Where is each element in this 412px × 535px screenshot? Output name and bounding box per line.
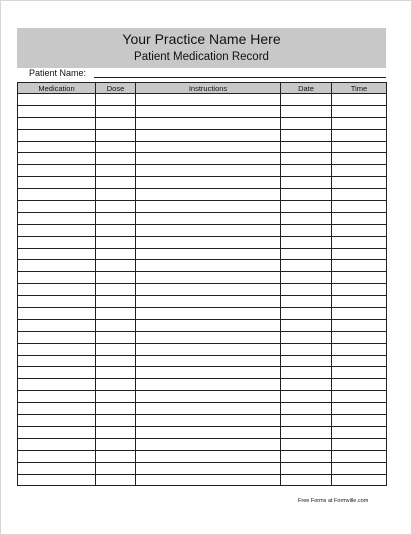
time-cell[interactable] (332, 415, 387, 427)
patient-name-label: Patient Name: (29, 68, 87, 78)
instructions-cell[interactable] (136, 403, 281, 415)
time-cell[interactable] (332, 367, 387, 379)
time-cell[interactable] (332, 296, 387, 308)
instructions-cell[interactable] (136, 462, 281, 474)
dose-cell[interactable] (96, 331, 136, 343)
form-subtitle: Patient Medication Record (134, 51, 269, 63)
date-cell[interactable] (281, 438, 332, 450)
date-cell[interactable] (281, 379, 332, 391)
table-row (18, 284, 387, 296)
medication-cell[interactable] (18, 308, 96, 320)
medication-cell[interactable] (18, 319, 96, 331)
date-cell[interactable] (281, 224, 332, 236)
medication-cell[interactable] (18, 224, 96, 236)
instructions-cell[interactable] (136, 236, 281, 248)
dose-cell[interactable] (96, 248, 136, 260)
table-row (18, 474, 387, 486)
dose-cell[interactable] (96, 308, 136, 320)
date-cell[interactable] (281, 141, 332, 153)
time-cell[interactable] (332, 141, 387, 153)
table-row (18, 236, 387, 248)
dose-cell[interactable] (96, 153, 136, 165)
medication-cell[interactable] (18, 474, 96, 486)
dose-cell[interactable] (96, 438, 136, 450)
dose-cell[interactable] (96, 189, 136, 201)
instructions-cell[interactable] (136, 450, 281, 462)
table-row (18, 248, 387, 260)
medication-cell[interactable] (18, 462, 96, 474)
date-cell[interactable] (281, 153, 332, 165)
medication-cell[interactable] (18, 367, 96, 379)
table-row (18, 319, 387, 331)
dose-cell[interactable] (96, 415, 136, 427)
time-cell[interactable] (332, 260, 387, 272)
medication-cell[interactable] (18, 105, 96, 117)
date-cell[interactable] (281, 367, 332, 379)
time-cell[interactable] (332, 426, 387, 438)
medication-cell[interactable] (18, 284, 96, 296)
time-cell[interactable] (332, 391, 387, 403)
dose-cell[interactable] (96, 462, 136, 474)
dose-cell[interactable] (96, 141, 136, 153)
table-row (18, 450, 387, 462)
time-cell[interactable] (332, 117, 387, 129)
medication-cell[interactable] (18, 153, 96, 165)
medication-cell[interactable] (18, 391, 96, 403)
table-row (18, 272, 387, 284)
time-cell[interactable] (332, 403, 387, 415)
medication-cell[interactable] (18, 331, 96, 343)
instructions-cell[interactable] (136, 212, 281, 224)
date-cell[interactable] (281, 236, 332, 248)
instructions-cell[interactable] (136, 189, 281, 201)
instructions-cell[interactable] (136, 296, 281, 308)
dose-cell[interactable] (96, 474, 136, 486)
table-row (18, 165, 387, 177)
table-row (18, 462, 387, 474)
instructions-cell[interactable] (136, 141, 281, 153)
table-row (18, 343, 387, 355)
medication-cell[interactable] (18, 94, 96, 106)
instructions-cell[interactable] (136, 343, 281, 355)
date-cell[interactable] (281, 129, 332, 141)
instructions-cell[interactable] (136, 331, 281, 343)
table-row (18, 415, 387, 427)
medication-cell[interactable] (18, 260, 96, 272)
time-cell[interactable] (332, 189, 387, 201)
medication-cell[interactable] (18, 201, 96, 213)
table-row (18, 331, 387, 343)
time-cell[interactable] (332, 319, 387, 331)
dose-cell[interactable] (96, 165, 136, 177)
medication-cell[interactable] (18, 438, 96, 450)
instructions-cell[interactable] (136, 379, 281, 391)
instructions-cell[interactable] (136, 474, 281, 486)
instructions-cell[interactable] (136, 201, 281, 213)
instructions-cell[interactable] (136, 438, 281, 450)
dose-cell[interactable] (96, 296, 136, 308)
date-cell[interactable] (281, 331, 332, 343)
date-cell[interactable] (281, 391, 332, 403)
dose-cell[interactable] (96, 319, 136, 331)
time-cell[interactable] (332, 236, 387, 248)
date-cell[interactable] (281, 117, 332, 129)
medication-cell[interactable] (18, 450, 96, 462)
medication-cell[interactable] (18, 296, 96, 308)
dose-cell[interactable] (96, 367, 136, 379)
date-cell[interactable] (281, 343, 332, 355)
table-row (18, 391, 387, 403)
practice-name-title: Your Practice Name Here (122, 31, 281, 47)
dose-cell[interactable] (96, 272, 136, 284)
date-cell[interactable] (281, 474, 332, 486)
dose-cell[interactable] (96, 201, 136, 213)
time-cell[interactable] (332, 450, 387, 462)
patient-name-field[interactable] (94, 77, 386, 78)
table-row (18, 129, 387, 141)
instructions-cell[interactable] (136, 391, 281, 403)
time-cell[interactable] (332, 272, 387, 284)
time-cell[interactable] (332, 224, 387, 236)
table-body (18, 94, 387, 486)
date-cell[interactable] (281, 415, 332, 427)
table-row (18, 296, 387, 308)
date-cell[interactable] (281, 212, 332, 224)
dose-cell[interactable] (96, 94, 136, 106)
date-cell[interactable] (281, 201, 332, 213)
time-cell[interactable] (332, 474, 387, 486)
instructions-cell[interactable] (136, 260, 281, 272)
time-cell[interactable] (332, 462, 387, 474)
table-row (18, 438, 387, 450)
instructions-cell[interactable] (136, 308, 281, 320)
medication-cell[interactable] (18, 426, 96, 438)
column-header-dose: Dose (96, 83, 136, 94)
medication-cell[interactable] (18, 343, 96, 355)
table-row (18, 105, 387, 117)
time-cell[interactable] (332, 129, 387, 141)
dose-cell[interactable] (96, 117, 136, 129)
instructions-cell[interactable] (136, 105, 281, 117)
instructions-cell[interactable] (136, 272, 281, 284)
table-row (18, 177, 387, 189)
medication-cell[interactable] (18, 212, 96, 224)
date-cell[interactable] (281, 319, 332, 331)
instructions-cell[interactable] (136, 177, 281, 189)
dose-cell[interactable] (96, 129, 136, 141)
time-cell[interactable] (332, 343, 387, 355)
medication-cell[interactable] (18, 236, 96, 248)
medication-cell[interactable] (18, 189, 96, 201)
dose-cell[interactable] (96, 284, 136, 296)
date-cell[interactable] (281, 248, 332, 260)
medication-cell[interactable] (18, 117, 96, 129)
dose-cell[interactable] (96, 403, 136, 415)
instructions-cell[interactable] (136, 355, 281, 367)
instructions-cell[interactable] (136, 284, 281, 296)
dose-cell[interactable] (96, 426, 136, 438)
time-cell[interactable] (332, 94, 387, 106)
date-cell[interactable] (281, 105, 332, 117)
dose-cell[interactable] (96, 379, 136, 391)
date-cell[interactable] (281, 177, 332, 189)
instructions-cell[interactable] (136, 117, 281, 129)
date-cell[interactable] (281, 189, 332, 201)
time-cell[interactable] (332, 284, 387, 296)
dose-cell[interactable] (96, 105, 136, 117)
table-row (18, 224, 387, 236)
date-cell[interactable] (281, 296, 332, 308)
instructions-cell[interactable] (136, 426, 281, 438)
medication-cell[interactable] (18, 415, 96, 427)
date-cell[interactable] (281, 355, 332, 367)
medication-cell[interactable] (18, 248, 96, 260)
time-cell[interactable] (332, 438, 387, 450)
table-row (18, 426, 387, 438)
time-cell[interactable] (332, 308, 387, 320)
instructions-cell[interactable] (136, 94, 281, 106)
date-cell[interactable] (281, 462, 332, 474)
table-row (18, 260, 387, 272)
date-cell[interactable] (281, 426, 332, 438)
date-cell[interactable] (281, 260, 332, 272)
dose-cell[interactable] (96, 343, 136, 355)
time-cell[interactable] (332, 212, 387, 224)
date-cell[interactable] (281, 284, 332, 296)
table-row (18, 367, 387, 379)
medication-cell[interactable] (18, 379, 96, 391)
date-cell[interactable] (281, 165, 332, 177)
dose-cell[interactable] (96, 224, 136, 236)
time-cell[interactable] (332, 201, 387, 213)
time-cell[interactable] (332, 248, 387, 260)
date-cell[interactable] (281, 403, 332, 415)
date-cell[interactable] (281, 272, 332, 284)
column-header-time: Time (332, 83, 387, 94)
time-cell[interactable] (332, 105, 387, 117)
time-cell[interactable] (332, 331, 387, 343)
instructions-cell[interactable] (136, 153, 281, 165)
time-cell[interactable] (332, 153, 387, 165)
date-cell[interactable] (281, 450, 332, 462)
time-cell[interactable] (332, 177, 387, 189)
time-cell[interactable] (332, 379, 387, 391)
table-row (18, 189, 387, 201)
time-cell[interactable] (332, 355, 387, 367)
table-row (18, 212, 387, 224)
dose-cell[interactable] (96, 450, 136, 462)
medication-cell[interactable] (18, 272, 96, 284)
table-row (18, 355, 387, 367)
table-row (18, 141, 387, 153)
table-row (18, 117, 387, 129)
time-cell[interactable] (332, 165, 387, 177)
instructions-cell[interactable] (136, 129, 281, 141)
medication-cell[interactable] (18, 141, 96, 153)
medication-cell[interactable] (18, 165, 96, 177)
table-header-row (18, 83, 387, 94)
column-header-medication: Medication (18, 83, 96, 94)
instructions-cell[interactable] (136, 248, 281, 260)
dose-cell[interactable] (96, 212, 136, 224)
dose-cell[interactable] (96, 391, 136, 403)
footer-credit: Free Forms at Formville.com (298, 498, 369, 504)
date-cell[interactable] (281, 308, 332, 320)
table-row (18, 403, 387, 415)
form-header (17, 28, 386, 68)
dose-cell[interactable] (96, 236, 136, 248)
column-header-instructions: Instructions (136, 83, 281, 94)
instructions-cell[interactable] (136, 367, 281, 379)
medication-cell[interactable] (18, 403, 96, 415)
table-row (18, 201, 387, 213)
instructions-cell[interactable] (136, 319, 281, 331)
date-cell[interactable] (281, 94, 332, 106)
instructions-cell[interactable] (136, 415, 281, 427)
table-row (18, 94, 387, 106)
dose-cell[interactable] (96, 177, 136, 189)
medication-cell[interactable] (18, 355, 96, 367)
table-row (18, 308, 387, 320)
dose-cell[interactable] (96, 260, 136, 272)
dose-cell[interactable] (96, 355, 136, 367)
medication-table (17, 82, 387, 486)
medication-cell[interactable] (18, 129, 96, 141)
medication-cell[interactable] (18, 177, 96, 189)
table-row (18, 379, 387, 391)
instructions-cell[interactable] (136, 165, 281, 177)
table-row (18, 153, 387, 165)
column-header-date: Date (281, 83, 332, 94)
instructions-cell[interactable] (136, 224, 281, 236)
